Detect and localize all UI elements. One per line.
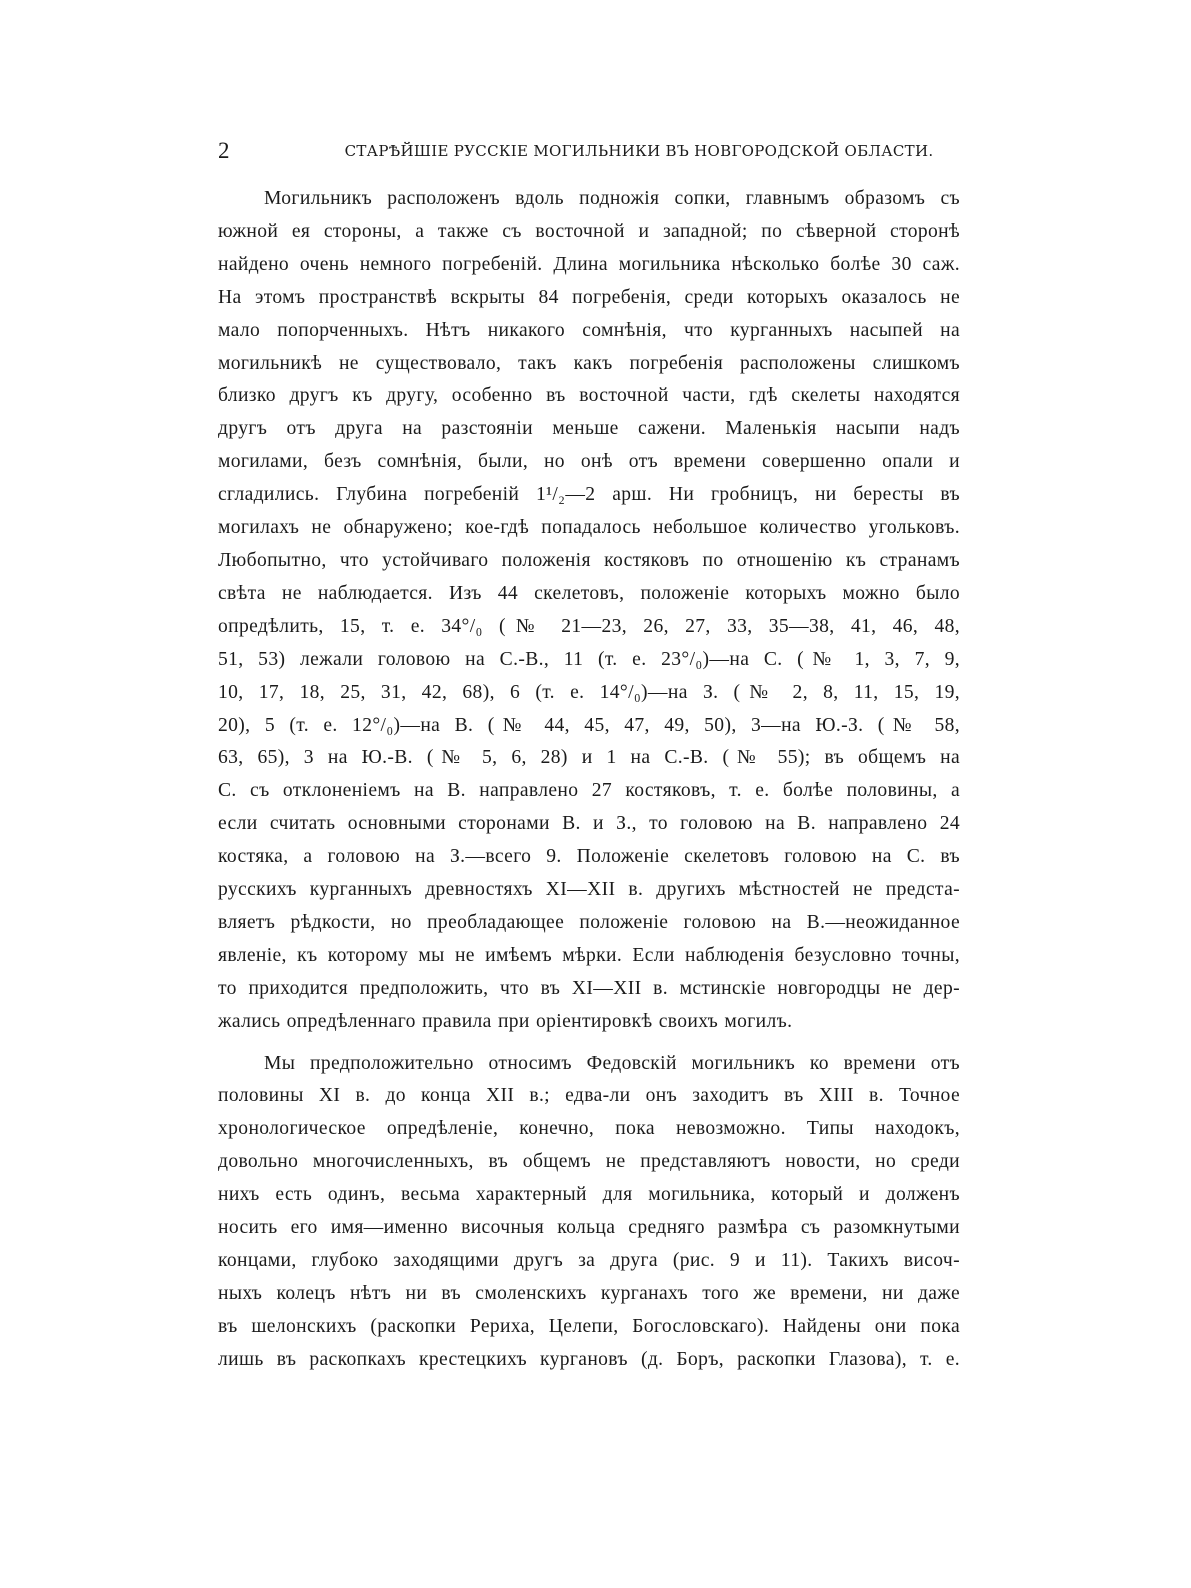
text-line: опредѣлить, 15, т. е. 34°/₀ (№ 21—23, 26, 27, 33, 35—38, 41, 46, 48, <box>218 615 960 637</box>
paragraph-2 <box>218 1048 960 1377</box>
text-line: другъ отъ друга на разстояніи меньше сажени. Маленькія насыпи надъ <box>218 418 960 440</box>
text-line: довольно многочисленныхъ, въ общемъ не представляютъ новости, но среди <box>218 1151 960 1173</box>
text-line: лишь въ раскопкахъ крестецкихъ кургановъ (д. Боръ, раскопки Глазова), т. е. <box>218 1348 960 1370</box>
text-line: вляетъ рѣдкости, но преобладающее положеніе головою на В.—неожиданное <box>218 911 960 933</box>
text-line: русскихъ курганныхъ древностяхъ XI—XII в. другихъ мѣстностей не предста- <box>218 879 960 901</box>
text-line: сгладились. Глубина погребеній 1¹/₂—2 арш. Ни гробницъ, ни бересты въ <box>218 484 960 506</box>
text-line: Любопытно, что устойчиваго положенія костяковъ по отношенію къ странамъ <box>218 549 960 571</box>
text-line: Мы предположительно относимъ Федовскій могильникъ ко времени отъ <box>264 1052 960 1074</box>
paragraph-1 <box>218 183 960 1039</box>
text-line: 63, 65), 3 на Ю.-В. (№ 5, 6, 28) и 1 на С.-В. (№ 55); въ общемъ на <box>218 747 960 769</box>
text-line: На этомъ пространствѣ вскрыты 84 погребенія, среди которыхъ оказалось не <box>218 286 960 308</box>
text-line: южной ея стороны, а также съ восточной и западной; по сѣверной сторонѣ <box>218 220 960 242</box>
page-header <box>218 138 960 168</box>
body-text <box>218 183 960 1377</box>
text-line: 20), 5 (т. е. 12°/₀)—на В. (№ 44, 45, 47, 49, 50), 3—на Ю.-З. (№ 58, <box>218 714 960 736</box>
text-line: 51, 53) лежали головою на С.-В., 11 (т. е. 23°/₀)—на С. (№ 1, 3, 7, 9, <box>218 648 960 670</box>
text-line: хронологическое опредѣленіе, конечно, пока невозможно. Типы находокъ, <box>218 1118 960 1140</box>
text-line: мало попорченныхъ. Нѣтъ никакого сомнѣнія, что курганныхъ насыпей на <box>218 319 960 341</box>
text-line: найдено очень немного погребеній. Длина могильника нѣсколько болѣе 30 саж. <box>218 253 960 275</box>
text-line: костяка, а головою на З.—всего 9. Положеніе скелетовъ головою на С. въ <box>218 846 960 868</box>
text-line: 10, 17, 18, 25, 31, 42, 68), 6 (т. е. 14°/₀)—на З. (№ 2, 8, 11, 15, 19, <box>218 681 960 703</box>
text-line: жались опредѣленнаго правила при оріентировкѣ своихъ могилъ. <box>218 1010 793 1032</box>
running-title: СТАРѢЙШІЕ РУССКІЕ МОГИЛЬНИКИ ВЪ НОВГОРОДСКОЙ ОБЛАСТИ. <box>344 142 934 160</box>
text-line: могильникѣ не существовало, такъ какъ погребенія расположены слишкомъ <box>218 352 960 374</box>
text-line: могилахъ не обнаружено; кое-гдѣ попадалось небольшое количество угольковъ. <box>218 517 960 539</box>
text-line: ныхъ колецъ нѣтъ ни въ смоленскихъ курганахъ того же времени, ни даже <box>218 1282 960 1304</box>
text-line: если считать основными сторонами В. и З., то головою на В. направлено 24 <box>218 813 960 835</box>
text-line: явленіе, къ которому мы не имѣемъ мѣрки. Если наблюденія безусловно точны, <box>218 944 960 966</box>
text-line: свѣта не наблюдается. Изъ 44 скелетовъ, положеніе которыхъ можно было <box>218 582 960 604</box>
text-line: нихъ есть одинъ, весьма характерный для могильника, который и долженъ <box>218 1184 960 1206</box>
text-line: носить его имя—именно височныя кольца средняго размѣра съ разомкнутыми <box>218 1217 960 1239</box>
text-line: могилами, безъ сомнѣнія, были, но онѣ отъ времени совершенно опали и <box>218 451 960 473</box>
page-number: 2 <box>218 138 230 163</box>
text-line: концами, глубоко заходящими другъ за друга (рис. 9 и 11). Такихъ височ- <box>218 1250 960 1271</box>
text-line: половины XI в. до конца XII в.; едва-ли онъ заходитъ въ XIII в. Точное <box>218 1085 960 1107</box>
text-line: близко другъ къ другу, особенно въ восточной части, гдѣ скелеты находятся <box>218 385 960 407</box>
text-line: то приходится предположить, что въ XI—XII в. мстинскіе новгородцы не дер- <box>218 977 960 999</box>
text-line: въ шелонскихъ (раскопки Рериха, Целепи, Богословскаго). Найдены они пока <box>218 1315 960 1337</box>
text-line: С. съ отклоненіемъ на В. направлено 27 костяковъ, т. е. болѣе половины, а <box>218 780 960 802</box>
text-line: Могильникъ расположенъ вдоль подножія сопки, главнымъ образомъ съ <box>264 188 960 209</box>
